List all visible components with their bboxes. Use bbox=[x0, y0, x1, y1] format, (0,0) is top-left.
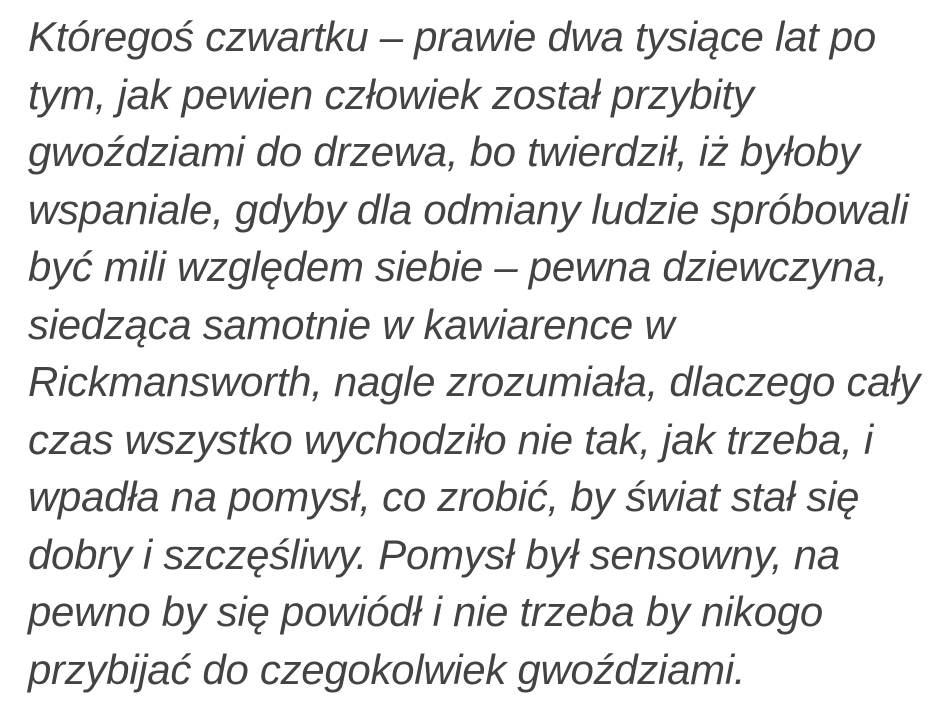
text-line: Rickmansworth, nagle zrozumiała, dlaczego cały bbox=[28, 358, 920, 405]
text-line: przybijać do czegokolwiek gwoździami. bbox=[28, 645, 746, 693]
text-line: siedząca samotnie w kawiarence w bbox=[28, 300, 675, 348]
quote-paragraph bbox=[28, 8, 946, 698]
text-line: wpadła na pomysł, co zrobić, by świat stał się bbox=[28, 473, 860, 520]
text-line: Któregoś czwartku – prawie dwa tysiące lat po bbox=[28, 13, 876, 60]
text-line: dobry i szczęśliwy. Pomysł był sensowny, na bbox=[28, 530, 840, 578]
text-line: wspaniale, gdyby dla odmiany ludzie spróbowali bbox=[28, 185, 909, 233]
text-line: pewno by się powiódł i nie trzeba by nikogo bbox=[28, 588, 823, 635]
text-line: tym, jak pewien człowiek został przybity bbox=[28, 70, 754, 118]
text-line: gwoździami do drzewa, bo twierdził, iż byłoby bbox=[28, 128, 860, 175]
text-line: być mili względem siebie – pewna dziewczyna, bbox=[28, 243, 888, 290]
text-line: czas wszystko wychodziło nie tak, jak trzeba, i bbox=[28, 415, 873, 463]
